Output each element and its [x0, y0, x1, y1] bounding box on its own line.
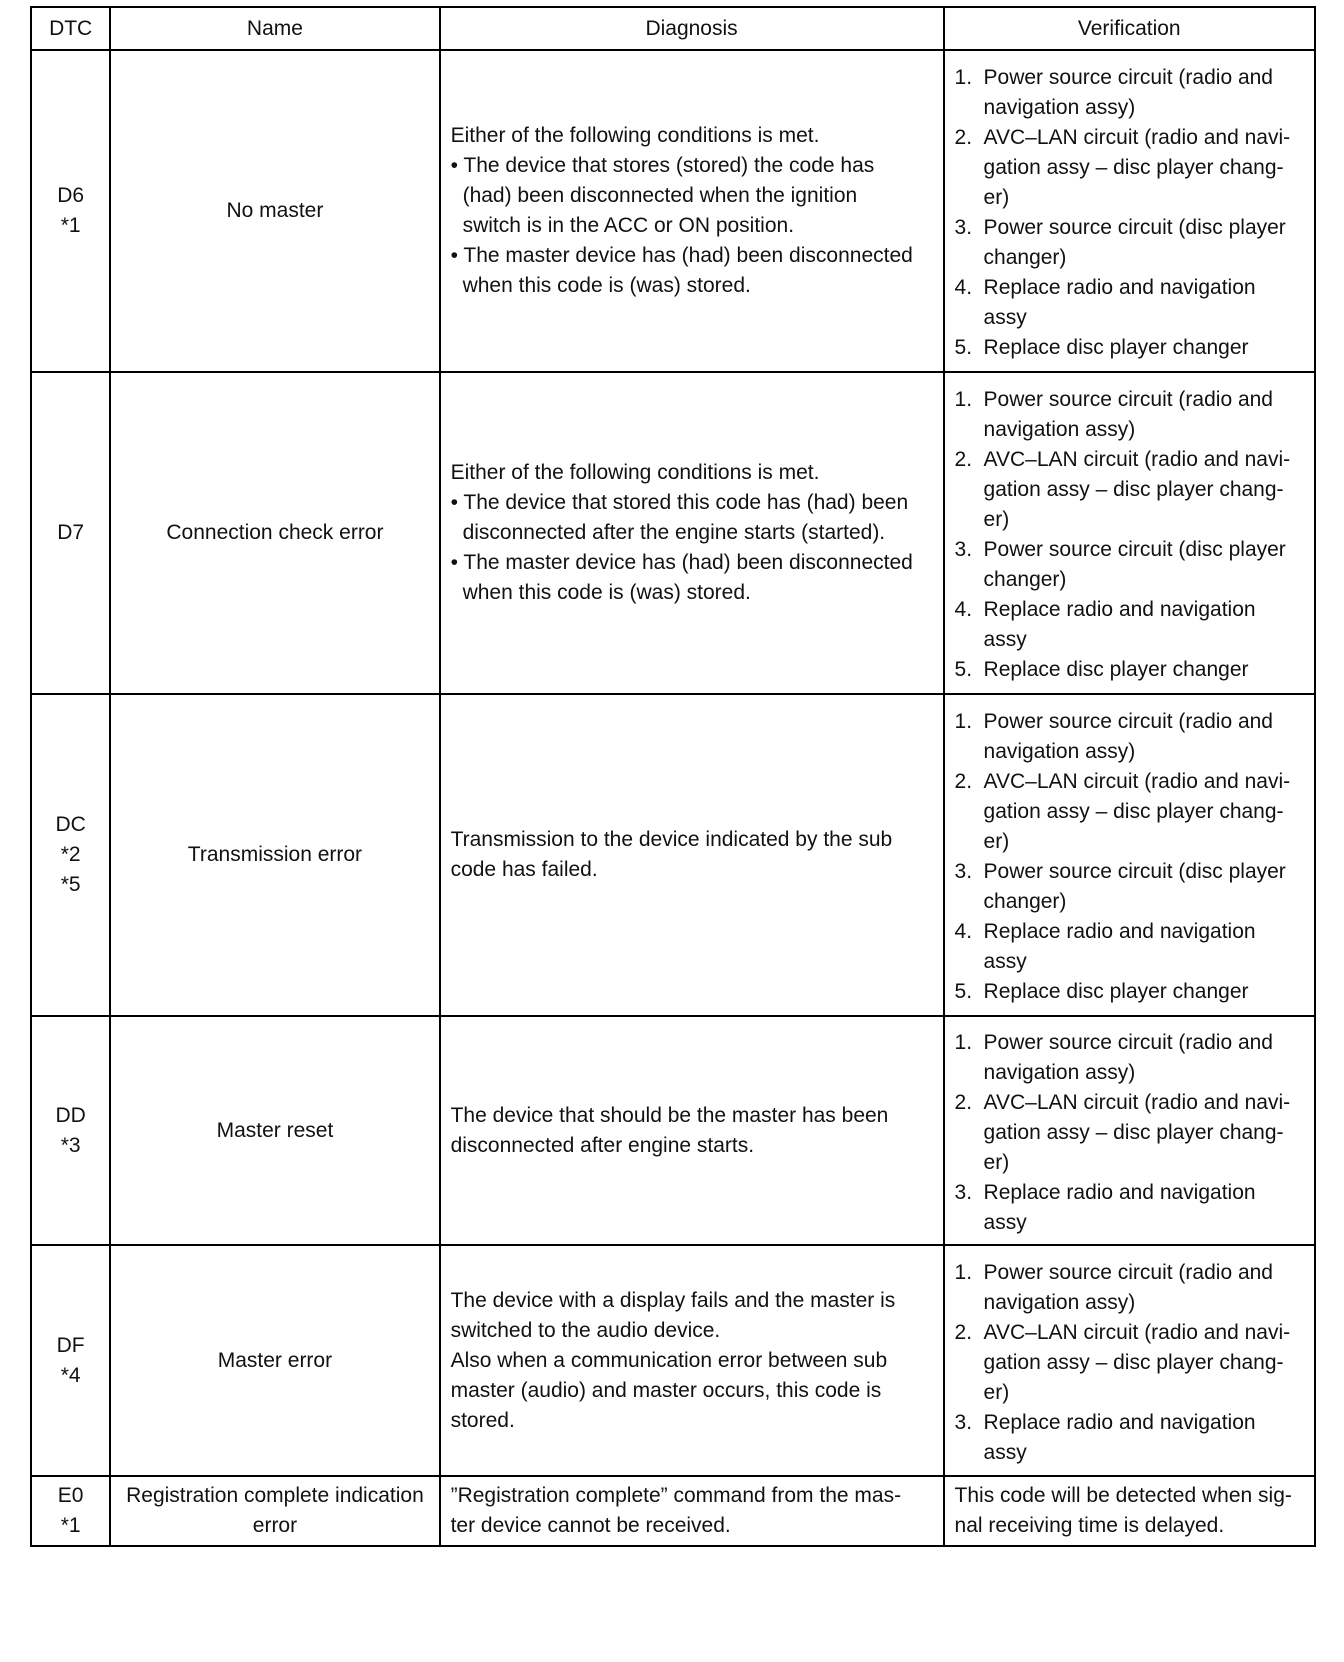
verification-step-line: Power source circuit (radio and: [983, 710, 1273, 733]
diagnosis-line: ”Registration complete” command from the mas-: [450, 1484, 902, 1507]
verification-step-text: [984, 1258, 1306, 1318]
verification-step-number: 5.: [954, 336, 973, 359]
dtc-name-line: error: [252, 1514, 298, 1537]
diagnosis-line: Either of the following conditions is met.: [450, 461, 820, 484]
verification-item: [955, 1258, 1306, 1318]
verification-step-line: changer): [983, 890, 1067, 913]
verification-item: [955, 385, 1306, 445]
verification-step-text: [984, 273, 1306, 333]
verification-step-line: assy: [983, 1210, 1027, 1234]
verification-item: [955, 333, 1306, 363]
verification-step-number: 4.: [954, 920, 973, 943]
header-verification: Verification: [944, 7, 1315, 50]
verification-step-line: Power source circuit (disc player: [983, 216, 1286, 239]
verification-cell: [944, 1245, 1315, 1476]
diagnosis-bullet-line: when this code is (was) stored.: [462, 581, 751, 604]
verification-step-number: 1.: [954, 388, 973, 411]
verification-step-line: er): [983, 508, 1010, 531]
verification-step-number: 5.: [954, 658, 973, 681]
dtc-code-line: *3: [60, 1133, 81, 1157]
verification-cell: [944, 1016, 1315, 1245]
verification-step-line: navigation assy): [983, 96, 1136, 119]
diagnosis-bullet-line: switch is in the ACC or ON position.: [462, 214, 795, 237]
dtc-code-line: *4: [60, 1363, 81, 1387]
diagnosis-bullet-line: when this code is (was) stored.: [462, 274, 751, 297]
verification-line: This code will be detected when sig-: [954, 1484, 1292, 1507]
dtc-name-cell: Transmission error: [110, 694, 439, 1016]
table-row: [31, 694, 1315, 1016]
table-row: [31, 1245, 1315, 1476]
verification-item: [955, 213, 1306, 273]
verification-item: [955, 857, 1306, 917]
verification-step-line: assy: [983, 306, 1027, 329]
diagnosis-line: ter device cannot be received.: [450, 1514, 731, 1537]
diagnosis-cell: [440, 372, 944, 694]
verification-item: [955, 1028, 1306, 1088]
verification-step-number: 5.: [954, 980, 973, 1003]
dtc-name-cell: Master reset: [110, 1016, 439, 1245]
verification-step-line: Replace disc player changer: [983, 980, 1249, 1003]
verification-step-number: 2.: [954, 770, 973, 793]
verification-step-text: [984, 1088, 1306, 1178]
verification-step-line: er): [983, 1380, 1010, 1404]
dtc-name-cell: [110, 1476, 439, 1546]
verification-step-text: [984, 445, 1306, 535]
verification-step-text: [984, 535, 1306, 595]
verification-step-number: 4.: [954, 598, 973, 621]
verification-step-text: [984, 857, 1306, 917]
verification-step-line: AVC–LAN circuit (radio and navi-: [983, 126, 1291, 149]
diagnosis-line: disconnected after engine starts.: [450, 1133, 755, 1157]
verification-cell: [944, 1476, 1315, 1546]
verification-cell: [944, 372, 1315, 694]
verification-step-number: 3.: [954, 216, 973, 239]
verification-item: [955, 977, 1306, 1007]
verification-step-number: 3.: [954, 1410, 973, 1434]
header-name: Name: [110, 7, 439, 50]
verification-step-line: Power source circuit (radio and: [983, 1260, 1273, 1284]
table-row: [31, 372, 1315, 694]
verification-step-text: [984, 977, 1306, 1007]
dtc-code-line: DC: [55, 813, 86, 836]
verification-step-line: AVC–LAN circuit (radio and navi-: [983, 448, 1291, 471]
verification-step-number: 2.: [954, 1090, 973, 1114]
verification-step-text: [984, 333, 1306, 363]
verification-step-line: navigation assy): [983, 740, 1136, 763]
verification-step-text: [984, 595, 1306, 655]
dtc-name-cell: Master error: [110, 1245, 439, 1476]
verification-step-line: Replace radio and navigation: [983, 598, 1256, 621]
verification-item: [955, 707, 1306, 767]
dtc-code-line: DD: [55, 1103, 86, 1127]
table-body: [31, 50, 1315, 1546]
verification-list: [955, 707, 1306, 1007]
verification-step-line: gation assy – disc player chang-: [983, 800, 1284, 823]
verification-step-line: Replace radio and navigation: [983, 1180, 1256, 1204]
verification-step-text: [984, 123, 1306, 213]
verification-step-line: er): [983, 830, 1010, 853]
diagnosis-line: The device with a display fails and the master is: [450, 1288, 896, 1312]
verification-step-line: gation assy – disc player chang-: [983, 478, 1284, 501]
verification-step-text: [984, 767, 1306, 857]
verification-step-text: [984, 1178, 1306, 1238]
header-diagnosis: Diagnosis: [440, 7, 944, 50]
verification-step-line: Power source circuit (disc player: [983, 860, 1286, 883]
diagnosis-cell: [440, 1245, 944, 1476]
verification-step-line: AVC–LAN circuit (radio and navi-: [983, 770, 1291, 793]
dtc-code-line: *1: [60, 214, 81, 237]
verification-step-text: [984, 213, 1306, 273]
verification-step-text: [984, 1318, 1306, 1408]
verification-item: [955, 1408, 1306, 1468]
verification-cell: [944, 50, 1315, 372]
diagnosis-cell: [440, 694, 944, 1016]
verification-step-line: Power source circuit (radio and: [983, 66, 1273, 89]
table-row: [31, 1476, 1315, 1546]
diagnosis-line: master (audio) and master occurs, this code is: [450, 1378, 882, 1402]
diagnosis-line: The device that should be the master has been: [450, 1103, 889, 1127]
dtc-table: [30, 6, 1316, 1547]
verification-step-line: navigation assy): [983, 1060, 1136, 1084]
verification-list: [955, 385, 1306, 685]
diagnosis-bullet-line: • The master device has (had) been disconnected: [450, 551, 913, 574]
verification-step-line: gation assy – disc player chang-: [983, 1120, 1284, 1144]
diagnosis-line: Also when a communication error between sub: [450, 1348, 888, 1372]
verification-step-line: navigation assy): [983, 1290, 1136, 1314]
verification-step-line: Replace radio and navigation: [983, 920, 1256, 943]
diagnosis-bullet-line: disconnected after the engine starts (started).: [462, 521, 886, 544]
verification-step-line: assy: [983, 628, 1027, 651]
verification-step-text: [984, 707, 1306, 767]
table-row: [31, 1016, 1315, 1245]
diagnosis-cell: [440, 1016, 944, 1245]
dtc-name-cell: No master: [110, 50, 439, 372]
verification-step-number: 1.: [954, 710, 973, 733]
verification-step-number: 2.: [954, 126, 973, 149]
verification-step-number: 2.: [954, 448, 973, 471]
dtc-code-line: D7: [57, 521, 85, 544]
verification-list: [955, 1258, 1306, 1468]
verification-step-line: Replace radio and navigation: [983, 1410, 1256, 1434]
diagnosis-line: Transmission to the device indicated by the sub: [450, 828, 893, 851]
verification-step-line: er): [983, 186, 1010, 209]
diagnosis-line: switched to the audio device.: [450, 1318, 721, 1342]
diagnosis-line: code has failed.: [450, 858, 598, 881]
verification-item: [955, 917, 1306, 977]
verification-item: [955, 655, 1306, 685]
verification-step-line: gation assy – disc player chang-: [983, 1350, 1284, 1374]
verification-step-text: [984, 655, 1306, 685]
verification-item: [955, 1088, 1306, 1178]
verification-item: [955, 1318, 1306, 1408]
verification-step-line: assy: [983, 1440, 1027, 1464]
verification-item: [955, 1178, 1306, 1238]
verification-step-number: 2.: [954, 1320, 973, 1344]
verification-step-text: [984, 385, 1306, 445]
dtc-code-cell: [31, 372, 110, 694]
dtc-code-cell: [31, 1245, 110, 1476]
verification-step-line: er): [983, 1150, 1010, 1174]
verification-item: [955, 595, 1306, 655]
verification-step-number: 1.: [954, 1030, 973, 1054]
verification-step-line: changer): [983, 568, 1067, 591]
header-dtc: DTC: [31, 7, 110, 50]
verification-step-number: 3.: [954, 538, 973, 561]
dtc-code-cell: [31, 1476, 110, 1546]
verification-step-line: Replace disc player changer: [983, 336, 1249, 359]
header-row: [31, 7, 1315, 50]
diagnosis-line: stored.: [450, 1408, 515, 1432]
dtc-code-cell: [31, 1016, 110, 1245]
verification-step-line: changer): [983, 246, 1067, 269]
dtc-name-line: Registration complete indication: [126, 1484, 424, 1507]
verification-line: nal receiving time is delayed.: [954, 1514, 1225, 1537]
verification-step-line: Power source circuit (radio and: [983, 1030, 1273, 1054]
dtc-code-line: *2: [60, 843, 81, 866]
verification-step-line: navigation assy): [983, 418, 1136, 441]
verification-step-line: AVC–LAN circuit (radio and navi-: [983, 1320, 1291, 1344]
verification-item: [955, 63, 1306, 123]
verification-item: [955, 273, 1306, 333]
dtc-code-cell: [31, 694, 110, 1016]
verification-step-text: [984, 1408, 1306, 1468]
verification-step-text: [984, 917, 1306, 977]
diagnosis-cell: [440, 50, 944, 372]
table-row: [31, 50, 1315, 372]
verification-step-number: 3.: [954, 1180, 973, 1204]
verification-item: [955, 535, 1306, 595]
diagnosis-bullet-line: • The master device has (had) been disconnected: [450, 244, 913, 267]
verification-step-number: 1.: [954, 66, 973, 89]
verification-step-number: 3.: [954, 860, 973, 883]
verification-step-text: [984, 1028, 1306, 1088]
dtc-code-line: *5: [60, 873, 81, 896]
verification-step-line: gation assy – disc player chang-: [983, 156, 1284, 179]
verification-list: [955, 1028, 1306, 1238]
dtc-code-line: D6: [57, 184, 85, 207]
verification-step-line: AVC–LAN circuit (radio and navi-: [983, 1090, 1291, 1114]
verification-cell: [944, 694, 1315, 1016]
verification-step-text: [984, 63, 1306, 123]
dtc-name-cell: Connection check error: [110, 372, 439, 694]
diagnosis-line: Either of the following conditions is met.: [450, 124, 820, 147]
dtc-code-line: E0: [57, 1484, 84, 1507]
diagnosis-bullet-line: • The device that stored this code has (had) been: [450, 491, 909, 514]
diagnosis-bullet-line: (had) been disconnected when the ignition: [462, 184, 858, 207]
verification-step-line: assy: [983, 950, 1027, 973]
verification-item: [955, 767, 1306, 857]
verification-step-line: Power source circuit (disc player: [983, 538, 1286, 561]
diagnosis-bullet-line: • The device that stores (stored) the code has: [450, 154, 875, 177]
verification-step-number: 1.: [954, 1260, 973, 1284]
verification-step-line: Replace radio and navigation: [983, 276, 1256, 299]
verification-list: [955, 63, 1306, 363]
verification-item: [955, 445, 1306, 535]
verification-step-number: 4.: [954, 276, 973, 299]
dtc-code-line: *1: [60, 1514, 81, 1537]
dtc-code-cell: [31, 50, 110, 372]
diagnosis-cell: [440, 1476, 944, 1546]
verification-step-line: Replace disc player changer: [983, 658, 1249, 681]
dtc-code-line: DF: [56, 1333, 85, 1357]
verification-step-line: Power source circuit (radio and: [983, 388, 1273, 411]
verification-item: [955, 123, 1306, 213]
